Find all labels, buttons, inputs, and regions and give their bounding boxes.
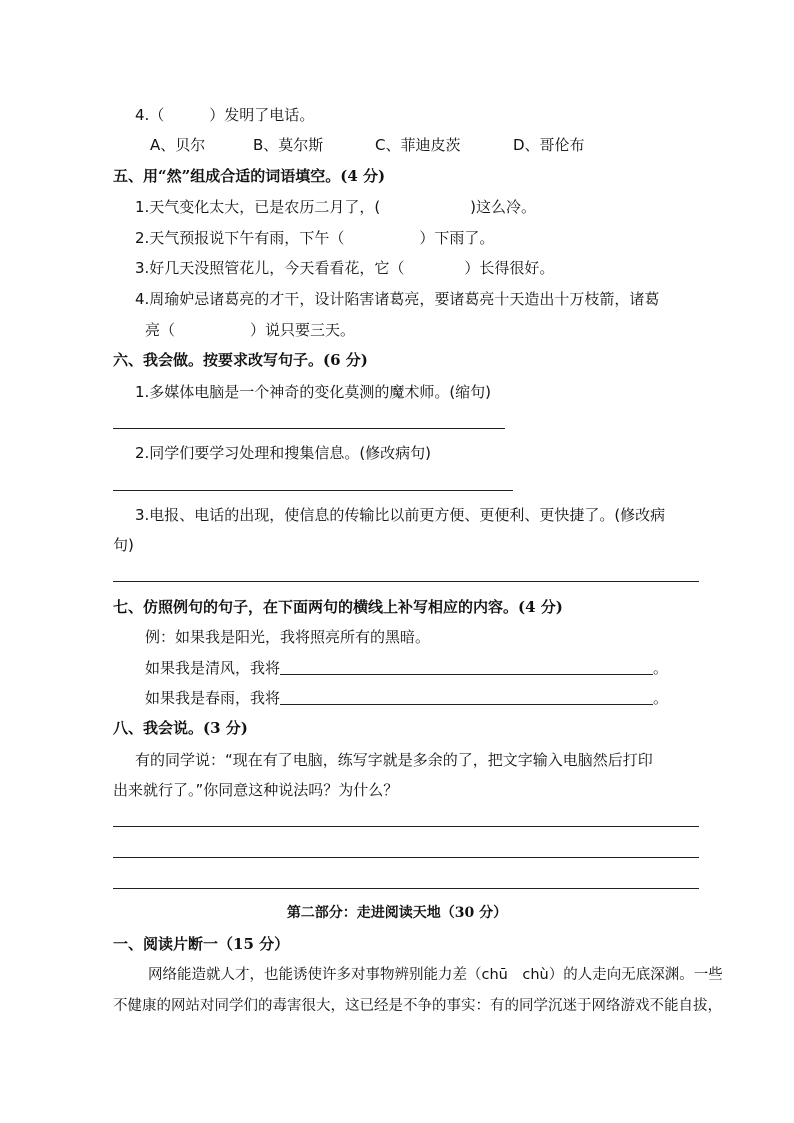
section-5-item-1: 1.天气变化太大，已是农历二月了，( )这么冷。: [135, 198, 537, 216]
reading-heading: 一、阅读片断一（15 分）: [113, 935, 290, 953]
question-4-stem: 4.（ ）发明了电话。: [135, 106, 315, 124]
answer-line-8-3[interactable]: [113, 888, 699, 889]
section-6-item-3-cont: 句): [113, 536, 134, 554]
section-5-heading: 五、用“然”组成合适的词语填空。(4 分): [113, 167, 386, 185]
section-7-line-1-end: 。: [653, 659, 669, 677]
option-a: A、贝尔: [150, 136, 206, 154]
section-8-text-1: 有的同学说：“现在有了电脑，练写字就是多余的了，把文字输入电脑然后打印: [135, 751, 653, 769]
section-7-line-1-prefix: 如果我是清风，我将: [145, 659, 281, 677]
part-2-title: 第二部分：走进阅读天地（30 分）: [286, 905, 508, 921]
section-6-item-1: 1.多媒体电脑是一个神奇的变化莫测的魔术师。(缩句): [135, 383, 492, 401]
section-6-heading: 六、我会做。按要求改写句子。(6 分): [113, 351, 368, 369]
answer-line-8-1[interactable]: [113, 826, 699, 827]
reading-paragraph-2: 不健康的网站对同学们的毒害很大，这已经是不争的事实：有的同学沉迷于网络游戏不能自拔，: [113, 998, 722, 1014]
section-8-heading: 八、我会说。(3 分): [113, 719, 248, 737]
section-7-line-2: [145, 688, 668, 708]
section-8-text-2: 出来就行了。”你同意这种说法吗？为什么？: [113, 781, 399, 799]
fill-blank-1[interactable]: [280, 660, 653, 675]
option-b: B、莫尔斯: [253, 136, 324, 154]
section-6-item-2: 2.同学们要学习处理和搜集信息。(修改病句): [135, 444, 432, 462]
section-7-line-2-end: 。: [653, 689, 669, 707]
section-7-heading: 七、仿照例句的句子，在下面两句的横线上补写相应的内容。(4 分): [113, 598, 563, 616]
section-7-line-2-prefix: 如果我是春雨，我将: [145, 689, 281, 707]
option-d: D、哥伦布: [513, 136, 585, 154]
answer-line-6-2[interactable]: [113, 490, 513, 491]
section-5-item-4: 4.周瑜妒忌诸葛亮的才干，设计陷害诸葛亮，要诸葛亮十天造出十万枝箭，诸葛: [135, 290, 660, 308]
answer-line-6-3[interactable]: [113, 581, 699, 582]
section-7-line-1: [145, 658, 668, 678]
section-5-item-2: 2.天气预报说下午有雨，下午（ ）下雨了。: [135, 229, 495, 247]
answer-line-6-1[interactable]: [113, 428, 505, 429]
option-c: C、菲迪皮茨: [375, 136, 461, 154]
section-5-item-4-cont: 亮（ ）说只要三天。: [145, 321, 356, 339]
section-5-item-3: 3.好几天没照管花儿，今天看看花，它（ ）长得很好。: [135, 259, 555, 277]
section-7-example: 例：如果我是阳光，我将照亮所有的黑暗。: [145, 628, 431, 646]
answer-line-8-2[interactable]: [113, 857, 699, 858]
fill-blank-2[interactable]: [280, 690, 653, 705]
section-6-item-3: 3.电报、电话的出现，使信息的传输比以前更方便、更便利、更快捷了。(修改病: [135, 506, 666, 524]
reading-paragraph-1: 网络能造就人才，也能诱使许多对事物辨别能力差（chū chù）的人走向无底深渊。一些: [148, 967, 723, 983]
